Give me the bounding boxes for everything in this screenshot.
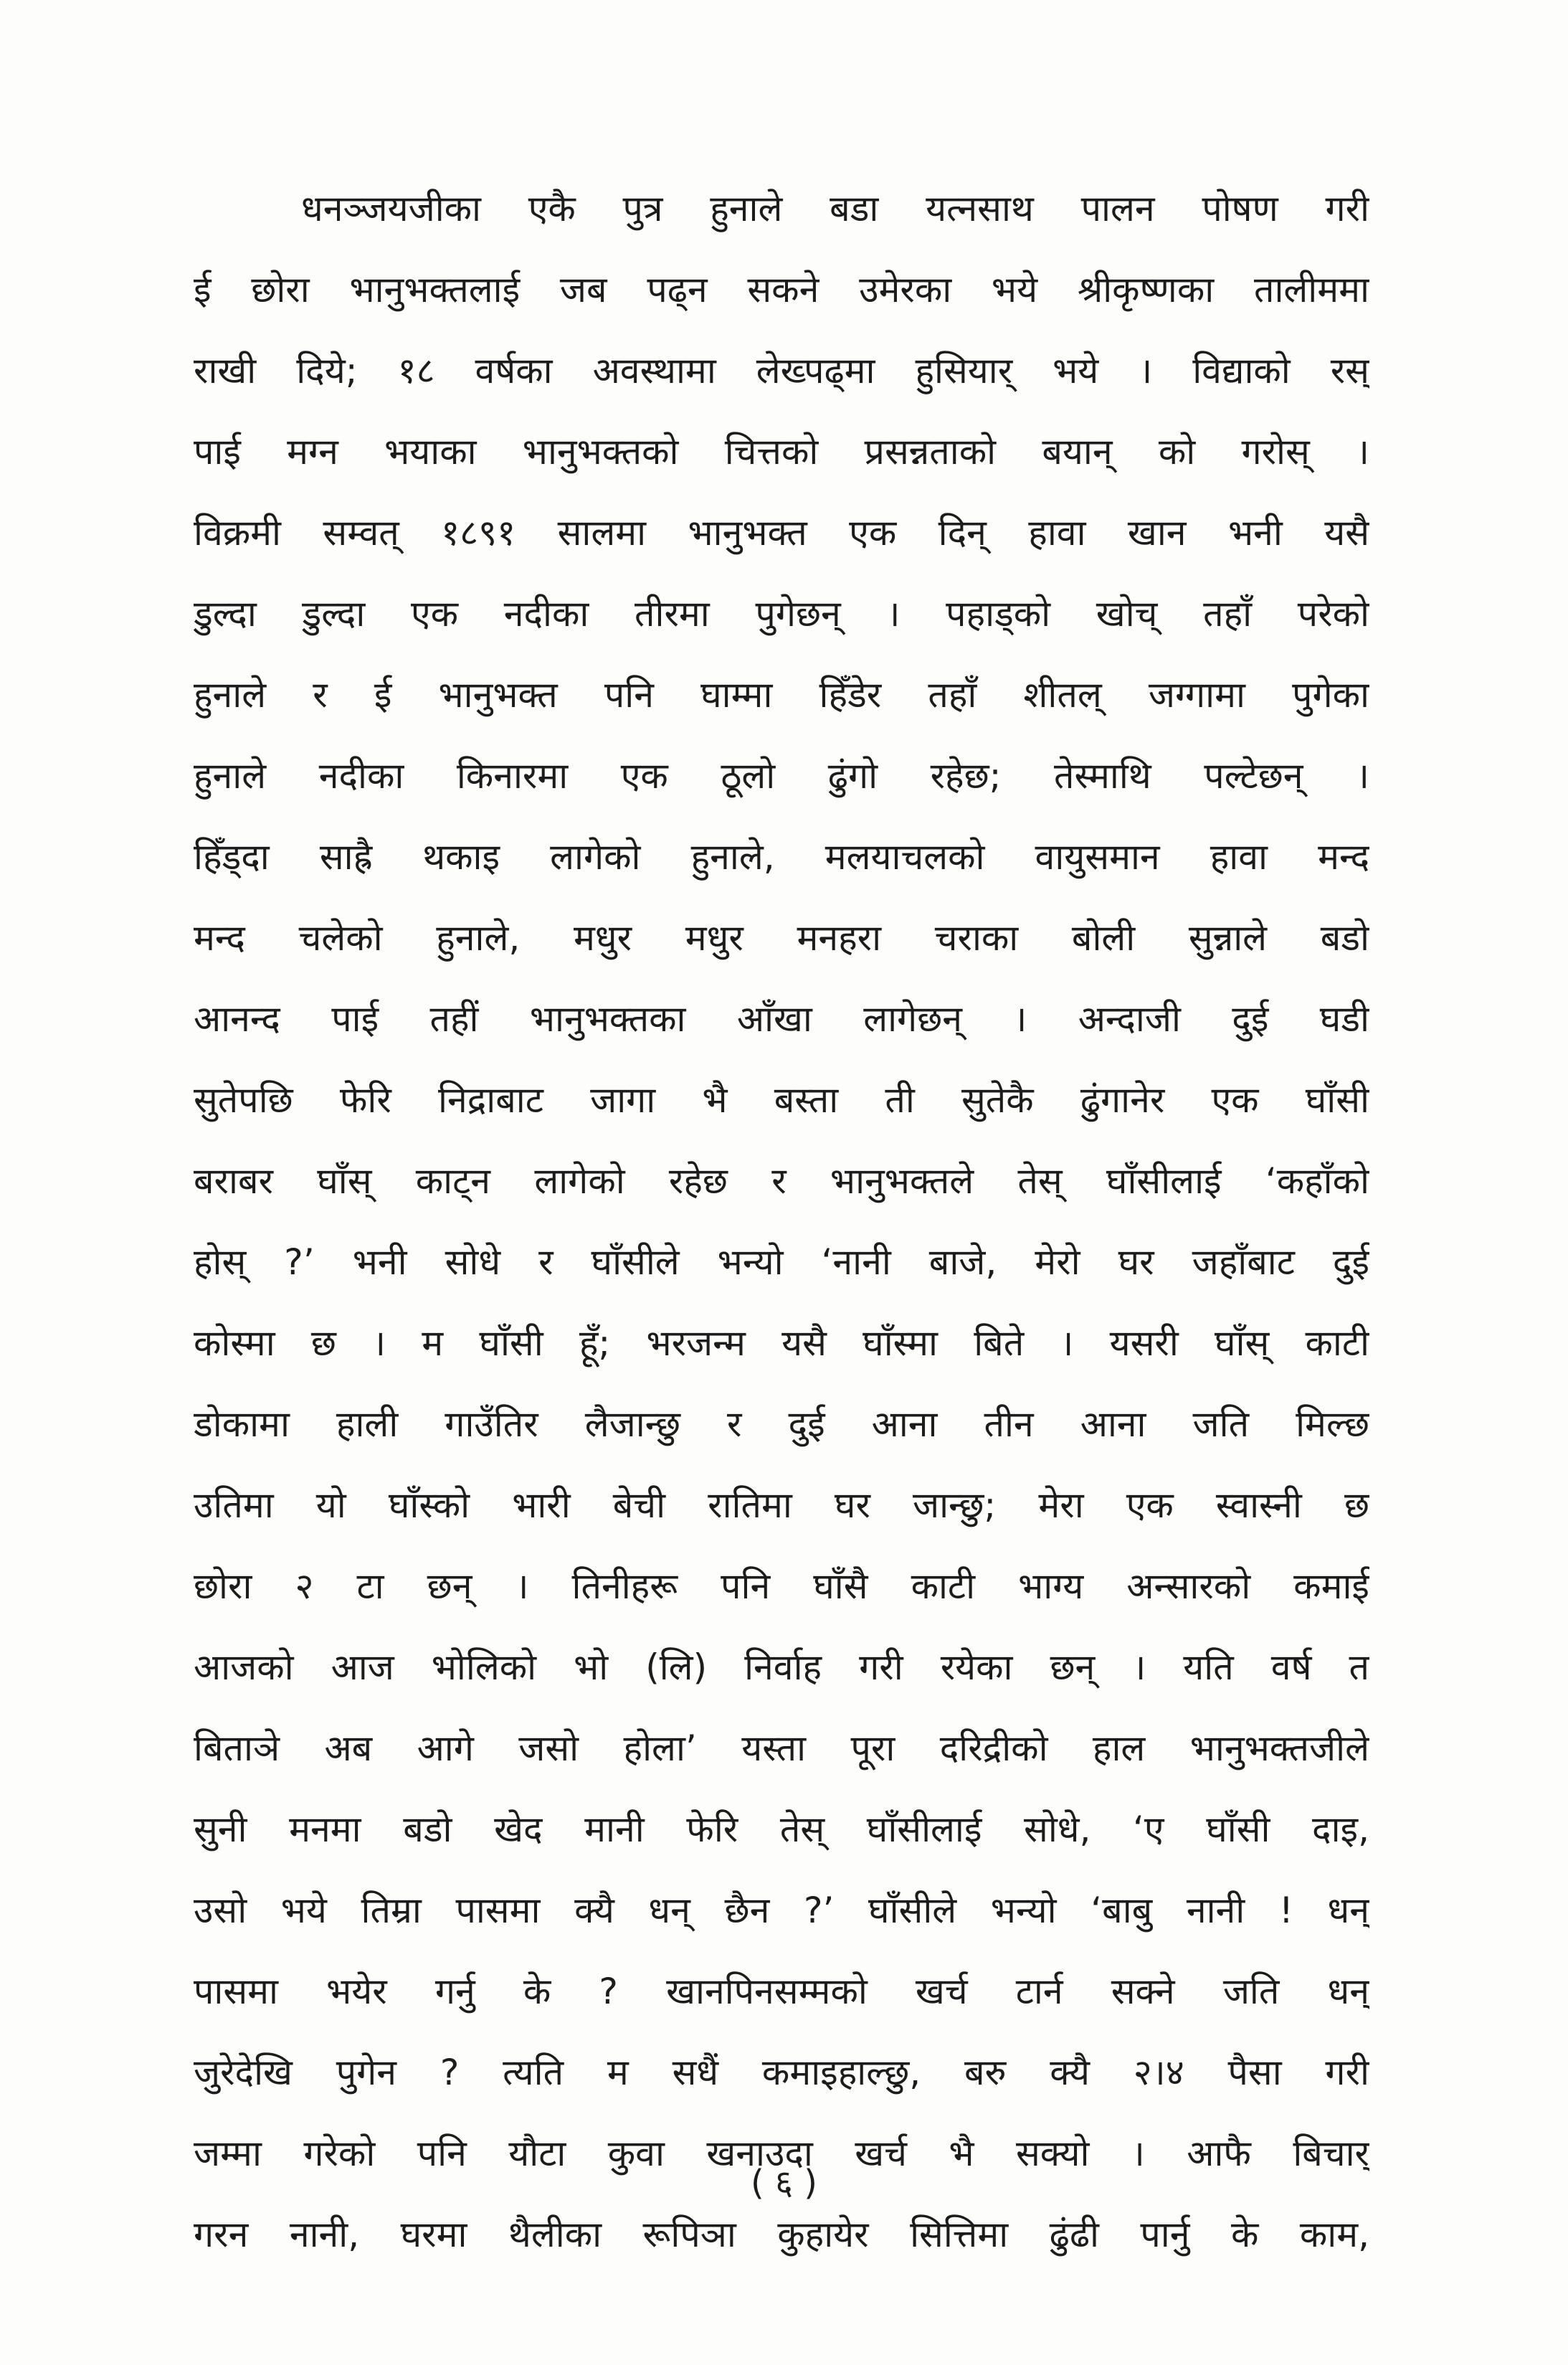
text-line: जुरेदेखि पुगेन ? त्यति म सधैं कमाइहाल्छु, बरु क्यै २।४ पैसा गरी	[194, 2052, 1369, 2093]
text-line: बराबर घाँस् काट्न लागेको रहेछ र भानुभक्तले तेस् घाँसीलाई ‘कहाँको	[194, 1160, 1369, 1202]
text-line: उसो भये तिम्रा पासमा क्यै धन् छैन ?’ घाँसीले भन्यो ‘बाबु नानी ! धन्	[194, 1890, 1369, 1931]
text-line: धनञ्जयजीका एकै पुत्र हुनाले बडा यत्नसाथ पालन पोषण गरी	[301, 188, 1369, 229]
text-line: डुल्दा डुल्दा एक नदीका तीरमा पुगेछन् । पहाड्को खोच् तहाँ परेको	[194, 593, 1369, 635]
text-line: आनन्द पाई तहीं भानुभक्तका आँखा लागेछन् । अन्दाजी दुई घडी	[194, 998, 1369, 1040]
text-line: सुनी मनमा बडो खेद मानी फेरि तेस् घाँसीलाई सोधे, ‘ए घाँसी दाइ,	[194, 1809, 1369, 1850]
text-line: ई छोरा भानुभक्तलाई जब पढ्न सकने उमेरका भये श्रीकृष्णका तालीममा	[194, 269, 1369, 311]
text-line: जम्मा गरेको पनि यौटा कुवा खनाउदा खर्च भै सक्यो । आफै बिचार्	[194, 2133, 1369, 2174]
text-line: हुनाले नदीका किनारमा एक ठूलो ढुंगो रहेछ; तेस्माथि पल्टेछन् ।	[194, 755, 1369, 797]
text-line: सुतेपछि फेरि निद्राबाट जागा भै बस्ता ती सुतेकै ढुंगानेर एक घाँसी	[194, 1079, 1369, 1121]
page-number: ( ६ )	[751, 2163, 817, 2203]
text-line: डोकामा हाली गाउँतिर लैजान्छु र दुई आना तीन आना जति मिल्छ	[194, 1403, 1369, 1445]
body-text	[194, 169, 1369, 2275]
text-line: हुनाले र ई भानुभक्त पनि घाम्मा हिँडेर तहाँ शीतल् जग्गामा पुगेका	[194, 674, 1369, 716]
text-line: छोरा २ टा छन् । तिनीहरू पनि घाँसै काटी भाग्य अन्सारको कमाई	[194, 1565, 1369, 1607]
text-line: गरन नानी, घरमा थैलीका रूपिञा कुहायेर सित्तिमा ढुंढी पार्नु के काम,	[194, 2214, 1369, 2255]
text-line: कोस्मा छ । म घाँसी हूँ; भरजन्म यसै घाँस्मा बिते । यसरी घाँस् काटी	[194, 1322, 1369, 1364]
text-line: विक्रमी सम्वत् १८९१ सालमा भानुभक्त एक दिन् हावा खान भनी यसै	[194, 512, 1369, 554]
text-line: हिँड्दा साह्रै थकाइ लागेको हुनाले, मलयाचलको वायुसमान हावा मन्द	[194, 836, 1369, 878]
text-line: होस् ?’ भनी सोधे र घाँसीले भन्यो ‘नानी बाजे, मेरो घर जहाँबाट दुई	[194, 1241, 1369, 1283]
text-line: बिताञे अब आगे जसो होला’ यस्ता पूरा दरिद्रीको हाल भानुभक्तजीले	[194, 1727, 1369, 1769]
text-line: राखी दिये; १८ वर्षका अवस्थामा लेख्पढ्मा हुसियार् भये । विद्याको रस्	[194, 350, 1369, 392]
text-line: पासमा भयेर गर्नु के ? खानपिनसम्मको खर्च टार्न सक्ने जति धन्	[194, 1971, 1369, 2012]
text-line: उतिमा यो घाँस्को भारी बेची रातिमा घर जान्छु; मेरा एक स्वास्नी छ	[194, 1484, 1369, 1526]
text-line: पाई मग्न भयाका भानुभक्तको चित्तको प्रसन्नताको बयान् को गरोस् ।	[194, 431, 1369, 473]
text-line: मन्द चलेको हुनाले, मधुर मधुर मनहरा चराका बोली सुन्नाले बडो	[194, 917, 1369, 959]
text-line: आजको आज भोलिको भो (लि) निर्वाह गरी रयेका छन् । यति वर्ष त	[194, 1646, 1369, 1688]
